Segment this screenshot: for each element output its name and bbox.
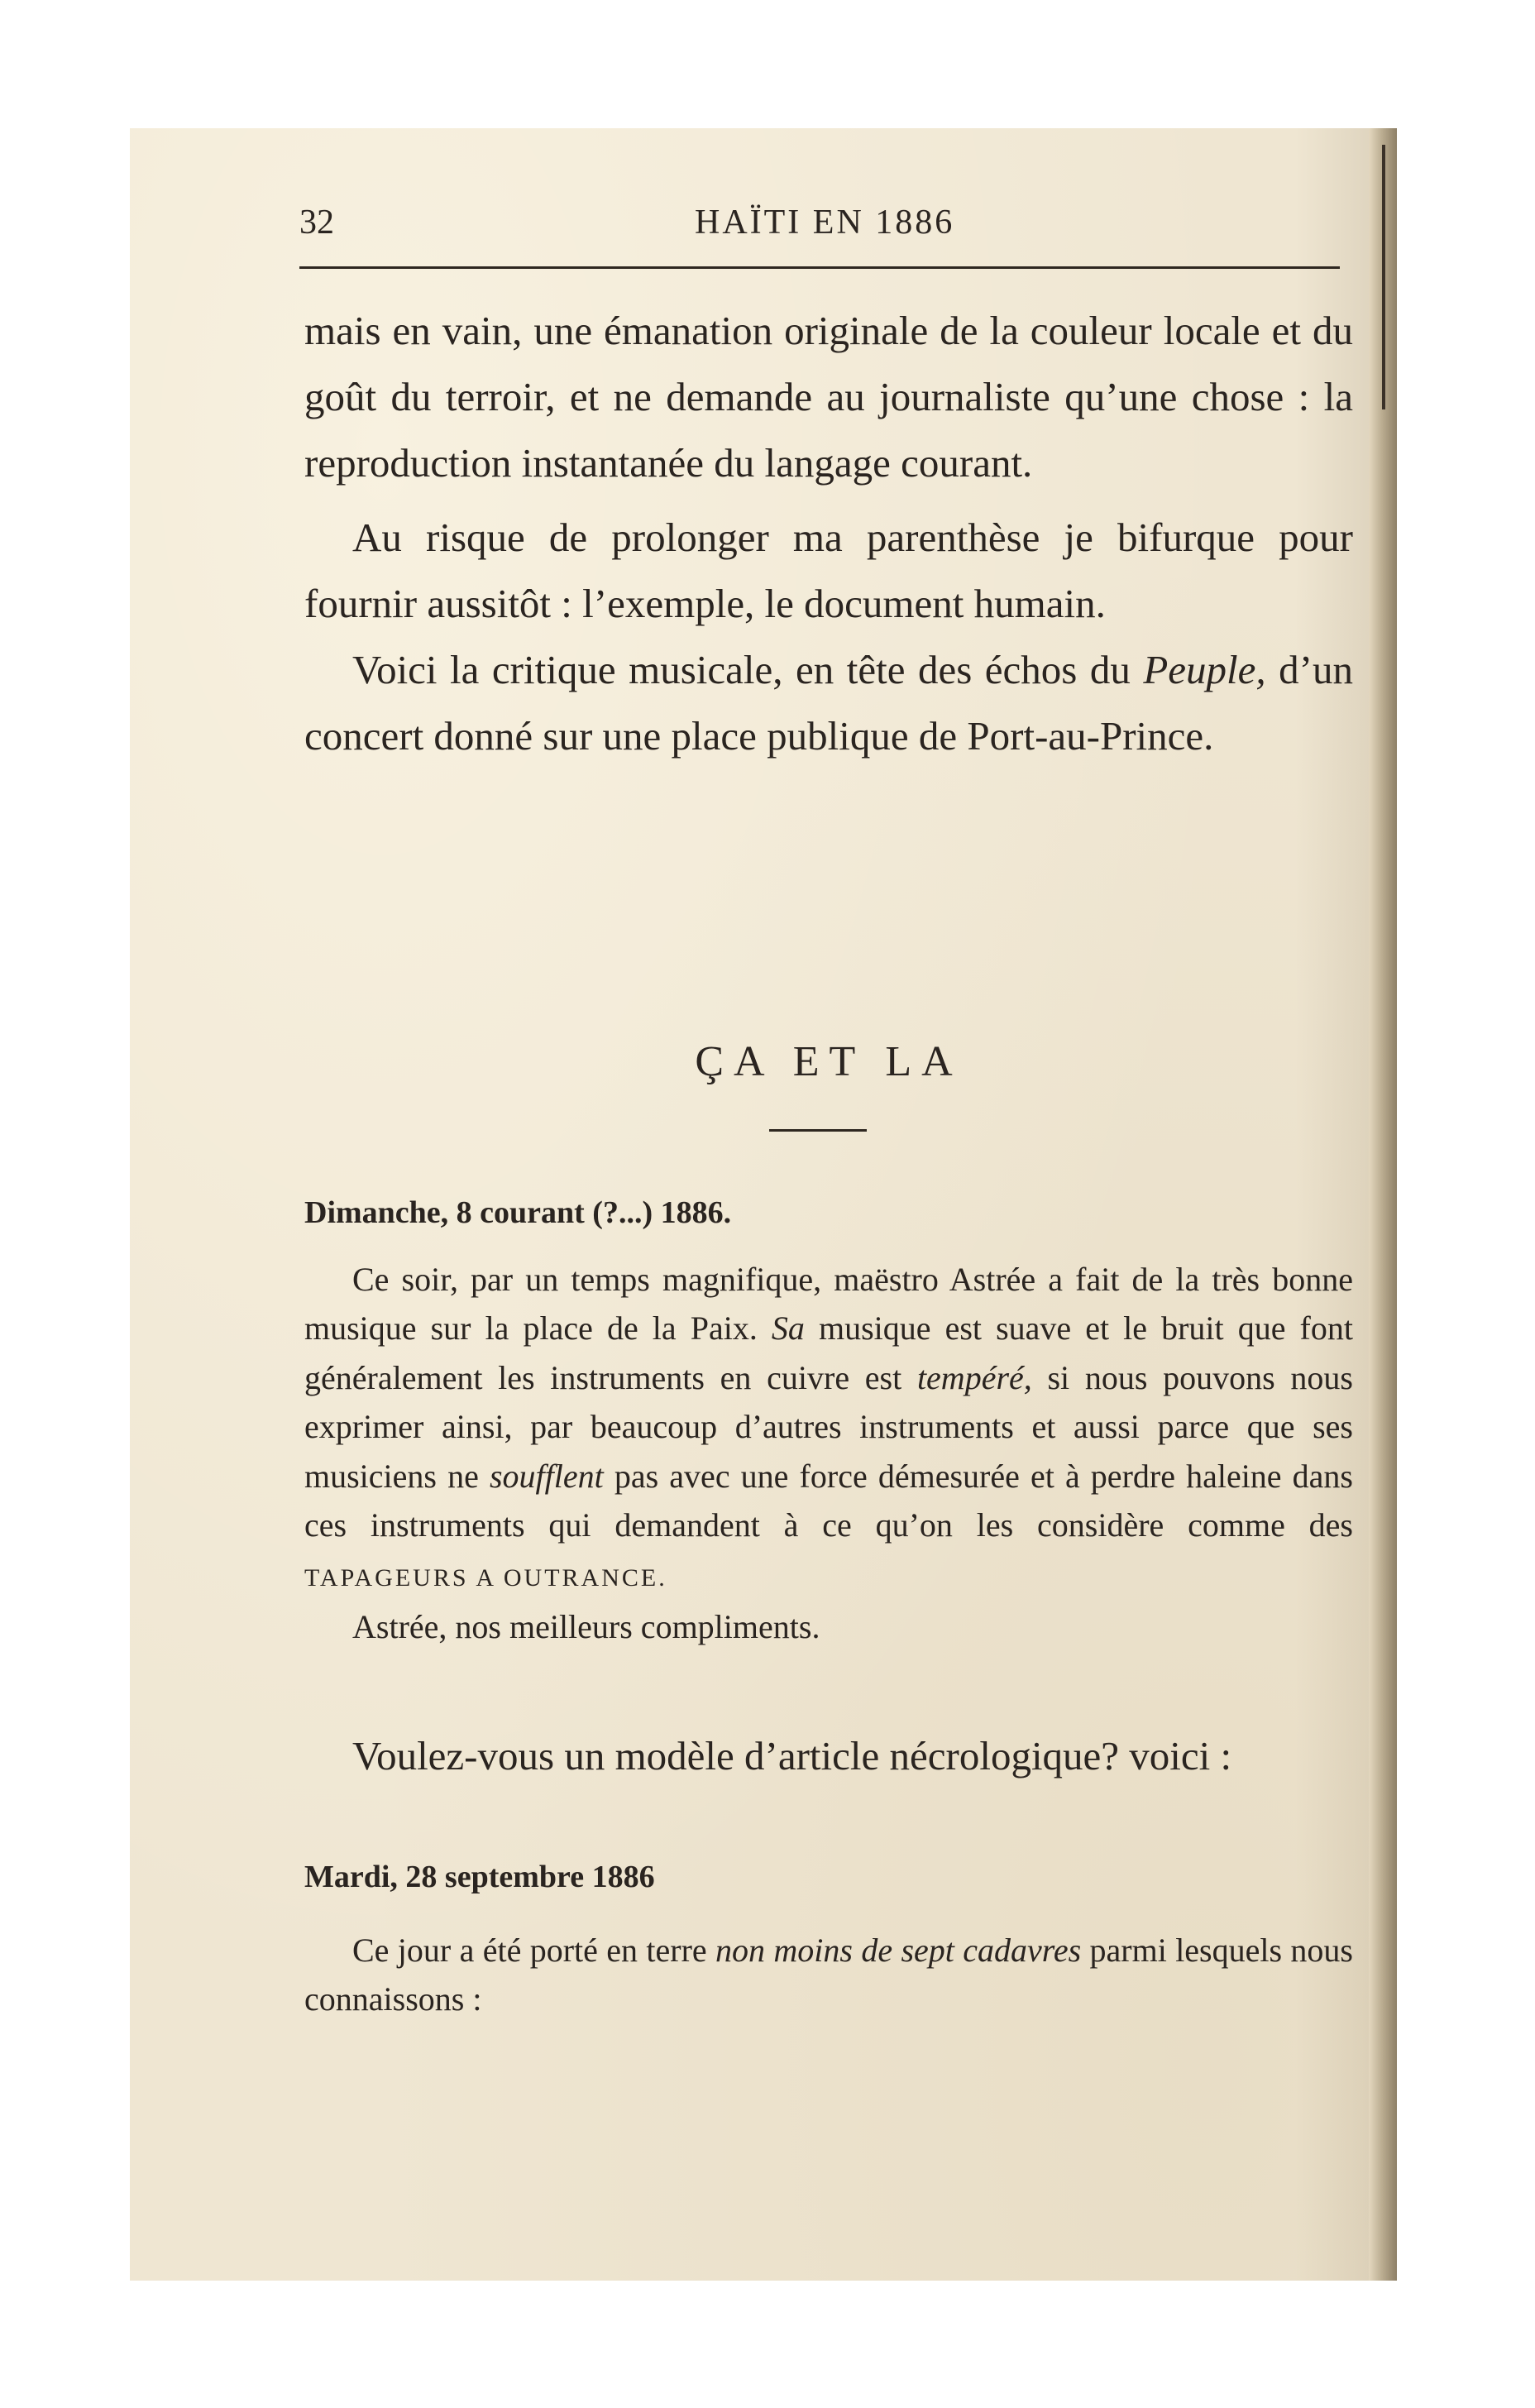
intro-paragraph-3-start: Voici la critique musicale, en tête des échos du <box>352 647 1144 692</box>
transition-text <box>304 1725 1353 1788</box>
article-concert-em-2: tempéré, <box>916 1358 1032 1396</box>
newspaper-title: Peuple, <box>1143 647 1266 692</box>
article-concert-text-1: Ce soir, par un temps magnifique, maëstro Astrée a fait de la très bonne musique sur la place de la Paix. <box>304 1260 1353 1347</box>
article-obituary-em-1: non moins de sept cadavres <box>715 1931 1082 1969</box>
book-spine-shadow <box>1369 128 1397 2281</box>
article-obituary-body <box>304 1926 1353 2024</box>
article-concert <box>304 1189 1353 1652</box>
intro-paragraph-3-end: d’un concert donné sur une place publique de Port-au-Prince. <box>304 647 1353 759</box>
article-concert-text-4: pas avec une force démesurée et à perdre haleine dans ces instruments qui demandent à ce qu’on les considère comme des <box>304 1457 1353 1544</box>
running-header <box>299 203 1340 252</box>
running-title: HAÏTI EN 1886 <box>695 203 955 242</box>
article-obituary-text-1: Ce jour a été porté en terre <box>352 1931 716 1969</box>
header-rule <box>299 266 1340 269</box>
article-obituary-dateline: Mardi, 28 septembre 1886 <box>304 1860 655 1894</box>
intro-paragraph-3 <box>304 637 1353 769</box>
article-concert-dateline: Dimanche, 8 courant (?...) 1886. <box>304 1195 732 1230</box>
section-rule <box>769 1129 867 1132</box>
article-concert-body <box>304 1255 1353 1603</box>
section-heading: ÇA ET LA <box>695 1038 963 1085</box>
article-concert-text-3: si nous pouvons nous exprimer ainsi, par beaucoup d’autres instruments et aussi parce que ses musiciens ne <box>304 1358 1353 1495</box>
page-number: 32 <box>299 203 334 242</box>
transition-paragraph: Voulez-vous un modèle d’article nécrologique? voici : <box>352 1733 1232 1778</box>
spine-edge-line <box>1382 145 1385 409</box>
intro-text <box>304 298 1353 769</box>
article-concert-text-2: musique est suave et le bruit que font généralement les instruments en cuivre est <box>304 1309 1353 1396</box>
article-obituary-text-2: parmi lesquels nous connaissons : <box>304 1931 1353 2018</box>
intro-paragraph-1: mais en vain, une émanation originale de la couleur locale et du goût du terroir, et ne demande au journaliste qu’une chose : la reproduction instantanée du langage courant. <box>304 308 1353 486</box>
article-concert-closing: Astrée, nos meilleurs compliments. <box>352 1608 820 1645</box>
article-obituary <box>304 1853 1353 2024</box>
article-concert-em-3: soufflent <box>489 1457 604 1495</box>
article-concert-em-1: Sa <box>771 1309 805 1347</box>
intro-paragraph-2: Au risque de prolonger ma parenthèse je bifurque pour fournir aussitôt : l’exemple, le document humain. <box>304 515 1353 626</box>
article-concert-caps: TAPAGEURS A OUTRANCE. <box>304 1563 667 1592</box>
